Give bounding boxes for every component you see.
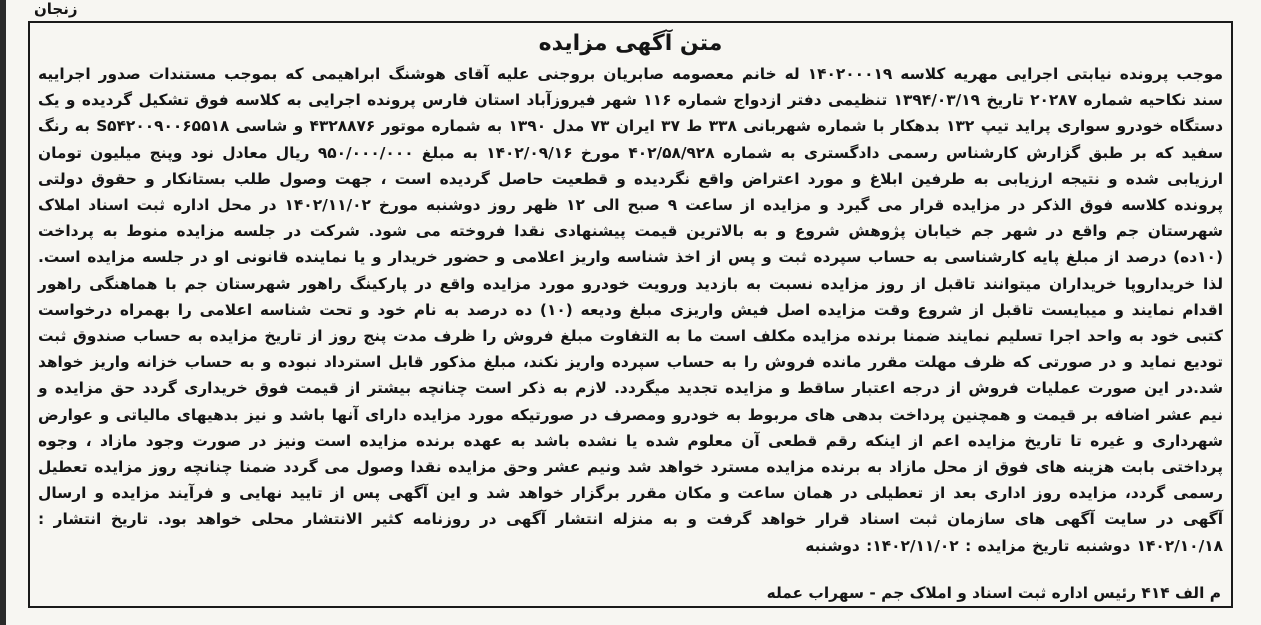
location-label: زنجان bbox=[34, 0, 78, 18]
notice-title: متن آگهی مزایده bbox=[538, 31, 723, 56]
notice-body: موجب پرونده نیابتی اجرایی مهریه کلاسه ۱۴۰۲۰۰۰۱۹ له خانم معصومه صابریان بروجنی علیه آقای هوشنگ ابراهیمی که بموجب مستندات صدور اجراییه سند نکاحیه شماره ۲۰۲۸۷ تاریخ ۱۳۹۴/۰۳/۱۹ تنظیمی دفتر ازدواج شماره ۱۱۶ شهر فیروزآباد استان فارس پرونده اجرایی به کلاسه فوق تشکیل گردیده و یک دستگاه خودرو سواری پراید تیپ ۱۳۲ بدهکار با شماره شهربانی ۳۳۸ ط ۳۷ ایران ۷۳ مدل ۱۳۹۰ به شماره موتور ۴۳۲۸۸۷۶ و شاسی S۵۴۲۰۰۹۰۰۶۵۵۱۸ به رنگ سفید که بر طبق گزارش کارشناس رسمی دادگستری به شماره ۴۰۲/۵۸/۹۲۸ مورخ ۱۴۰۲/۰۹/۱۶ به مبلغ ۹۵۰/۰۰۰/۰۰۰ ریال معادل نود وپنج میلیون تومان ارزیابی شده و نتیجه ارزیابی به طرفین ابلاغ و مورد اعتراض واقع نگردیده و قطعیت حاصل گردیده است ، جهت وصول طلب بستانکار و حقوق دولتی پرونده کلاسه فوق الذکر در مزایده قرار می گیرد و مزایده از ساعت ۹ صبح الی ۱۲ ظهر روز دوشنبه مورخ ۱۴۰۲/۱۱/۰۲ در محل اداره ثبت اسناد املاک شهرستان جم واقع در شهر جم خیابان پژوهش شروع و به بالاترین قیمت پیشنهادی نقدا فروخته می شود. شرکت در جلسه مزایده منوط به پرداخت (۱۰ده) درصد از مبلغ پایه کارشناسی به حساب سپرده ثبت و پس از اخذ شناسه واریز اعلامی و حضور خریدار و یا نماینده قانونی او در جلسه مزایده است. لذا خریداروپا خریداران میتوانند تاقبل از روز مزایده نسبت به بازدید ورویت خودرو مورد مزایده واقع در پارکینگ راهور شهرستان جم با هماهنگی راهور اقدام نمایند و میبایست تاقبل از شروع وقت مزایده اصل فیش واریزی مبلغ ودیعه (۱۰) ده درصد به نام خود و تحت شناسه اعلامی را بهمراه درخواست کتبی خود به واحد اجرا تسلیم نمایند ضمنا برنده مزایده مکلف است ما به التفاوت مبلغ فروش را ظرف مدت پنج روز از تاریخ مزایده به حساب صندوق ثبت تودیع نماید و در صورتی که ظرف مهلت مقرر مانده فروش را به حساب سپرده واریز نکند، مبلغ مذکور قابل استرداد نبوده و به حساب خزانه واریز خواهد شد.در این صورت عملیات فروش از درجه اعتبار ساقط و مزایده تجدید میگردد. لازم به ذکر است چنانچه بیشتر از قیمت فوق خریداری گردد حق مزایده و نیم عشر اضافه بر قیمت و همچنین پرداخت بدهی های مربوط به خودرو ومصرف در صورتیکه مورد مزایده دارای آنها باشد و نیز بدهیهای مالیاتی و عوارض شهرداری و غیره تا تاریخ مزایده اعم از اینکه رقم قطعی آن معلوم شده یا نشده باشد به عهده برنده مزایده است ونیز در صورت وجود مازاد ، وجوه پرداختی بابت هزینه های فوق از محل مازاد به برنده مزایده مسترد خواهد شد ونیم عشر وحق مزایده نقدا وصول می گردد ضمنا چنانچه روز مزایده تعطیل رسمی گردد، مزایده روز اداری بعد از تعطیلی در همان ساعت و مکان مقرر برگزار خواهد شد و این آگهی پس از تایید نهایی و فرآیند مزایده و ارسال آگهی در سایت آگهی های سازمان ثبت اسناد قرار خواهد گرفت و به منزله انتشار آگهی در روزنامه کثیر الانتشار محلی خواهد بود. تاریخ انتشار : ۱۴۰۲/۱۰/۱۸ دوشنبه تاریخ مزایده : ۱۴۰۲/۱۱/۰۲: دوشنبه bbox=[38, 65, 1224, 555]
notice-box bbox=[28, 21, 1233, 608]
notice-signature: م الف ۴۱۴ رئیس اداره ثبت اسناد و املاک جم - سهراب عمله bbox=[766, 584, 1221, 602]
scan-edge bbox=[0, 0, 6, 625]
